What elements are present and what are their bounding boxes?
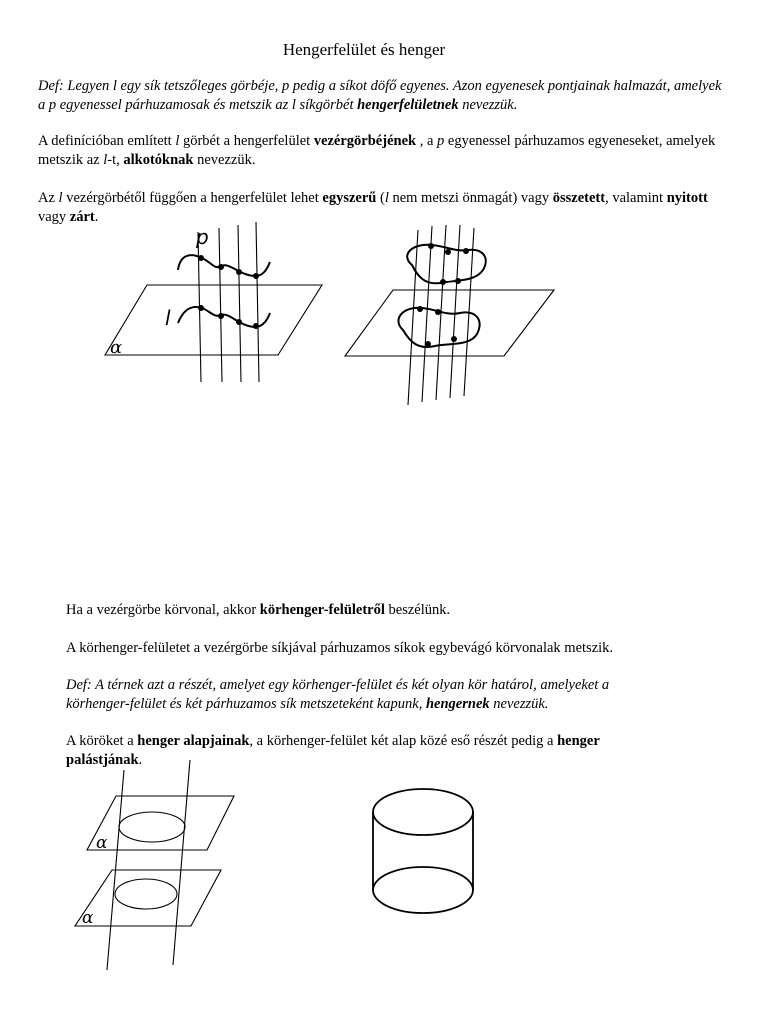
intersection-point <box>435 309 441 315</box>
plane-alpha2 <box>75 870 221 926</box>
intersection-point <box>417 306 423 312</box>
paragraph-sections: A körhenger-felületet a vezérgörbe síkjával párhuzamos síkok egybevágó körvonalak metszik. <box>66 640 614 656</box>
intersection-point <box>451 336 457 342</box>
p3-term-open: nyitott <box>666 190 708 206</box>
p3-text-d: nem metszi önmagát) vagy <box>388 190 553 206</box>
p3-text-g: . <box>94 208 99 225</box>
p2-text-a: A definícióban említett <box>38 133 176 149</box>
intersection-point <box>198 305 204 311</box>
def2-term: hengernek <box>425 695 490 712</box>
intersection-point <box>218 264 224 270</box>
generator-line <box>238 225 241 382</box>
p3-text-b: vezérgörbétől függően a hengerfelület lehet <box>62 190 323 206</box>
p3-l1: l <box>58 190 63 206</box>
label-alpha1: α <box>96 833 108 853</box>
p2-term-directrix: vezérgörbéjének <box>313 133 417 149</box>
p6-text-b: , a körhenger-felület két alap közé eső részét pedig a <box>249 733 558 749</box>
intersection-point <box>455 278 461 284</box>
p3-text-a: Az <box>38 190 59 206</box>
p4-text-b: beszélünk. <box>384 602 451 618</box>
intersection-point <box>198 255 204 261</box>
p3-l2: l <box>384 190 389 206</box>
p6-text-a: A köröket a <box>66 733 138 749</box>
intersection-point <box>425 341 431 347</box>
paragraph-bases <box>66 732 631 769</box>
p3-term-simple: egyszerű <box>322 190 377 206</box>
label-l: l <box>165 306 171 330</box>
paragraph-circular <box>66 601 726 620</box>
intersection-point <box>253 323 259 329</box>
intersection-point <box>218 313 224 319</box>
p2-text-f: nevezzük. <box>193 151 256 168</box>
p3-text-e: , valamint <box>605 190 667 206</box>
label-alpha2: α <box>82 908 94 928</box>
plane-alpha <box>105 285 322 355</box>
def2-tail: nevezzük. <box>489 695 549 712</box>
intersection-point <box>253 273 259 279</box>
p2-text-e: -t, <box>107 151 124 168</box>
def1-tail: nevezzük. <box>458 96 518 113</box>
def2-lead: Def: A térnek azt a részét, amelyet egy körhenger-felület és két olyan kör határol, amelyeket a körhenger-felület és két párhuzamos sík metszeteként kapunk, <box>66 677 610 712</box>
generator-line <box>422 226 432 402</box>
plane <box>345 290 554 356</box>
cylinder-figure <box>373 789 473 913</box>
generator-line <box>256 222 259 382</box>
p2-text-c: , a <box>416 133 438 149</box>
intersection-point <box>463 248 469 254</box>
p6-term-lateral: henger palástjának <box>66 733 600 768</box>
generator-line <box>173 760 190 965</box>
p2-text-d: egyenessel párhuzamos egyeneseket, amelyek metszik az <box>38 133 716 168</box>
p3-text-f: vagy <box>38 208 70 225</box>
p2-p: p <box>437 133 445 149</box>
closed-surface-points <box>417 243 469 347</box>
base-circle-upper <box>119 812 185 842</box>
base-circle-lower <box>115 879 177 909</box>
intersection-point <box>236 269 242 275</box>
generator-line <box>219 228 222 382</box>
cylinder-planes-figure <box>75 760 234 970</box>
intersection-point <box>440 279 446 285</box>
cylinder-top <box>373 789 473 835</box>
p2-l2: l <box>103 151 108 168</box>
page-title: Hengerfelület és henger <box>282 40 446 59</box>
intersection-point <box>236 319 242 325</box>
intersection-point <box>445 249 451 255</box>
intersection-point <box>428 243 434 249</box>
p3-text-c: ( <box>376 190 385 206</box>
p3-term-compound: összetett <box>552 190 606 206</box>
p4-term: körhenger-felületről <box>259 602 385 618</box>
p2-text-b: görbét a hengerfelület <box>179 133 314 149</box>
p3-term-closed: zárt <box>69 208 95 225</box>
generator-line <box>408 230 418 405</box>
def1-lead: Def: Legyen l egy sík tetszőleges görbéje, p pedig a síkot döfő egyenes. Azon egyenesek pontjainak halmazát, amelyek a p egyenessel párhuzamosak és metszik az l síkgörbét <box>38 78 722 113</box>
p6-term-bases: henger alapjainak <box>137 733 250 749</box>
cylinder-bottom <box>373 867 473 913</box>
open-surface-figure <box>105 222 322 382</box>
p2-term-generatrix: alkotóknak <box>123 151 194 168</box>
label-p: p <box>196 225 209 249</box>
p2-l1: l <box>175 133 180 149</box>
p4-text-a: Ha a vezérgörbe körvonal, akkor <box>66 602 260 618</box>
definition-cylinder <box>66 676 666 713</box>
def1-term: hengerfelületnek <box>357 96 459 113</box>
p6-text-c: . <box>138 751 143 768</box>
label-alpha: α <box>110 337 123 358</box>
